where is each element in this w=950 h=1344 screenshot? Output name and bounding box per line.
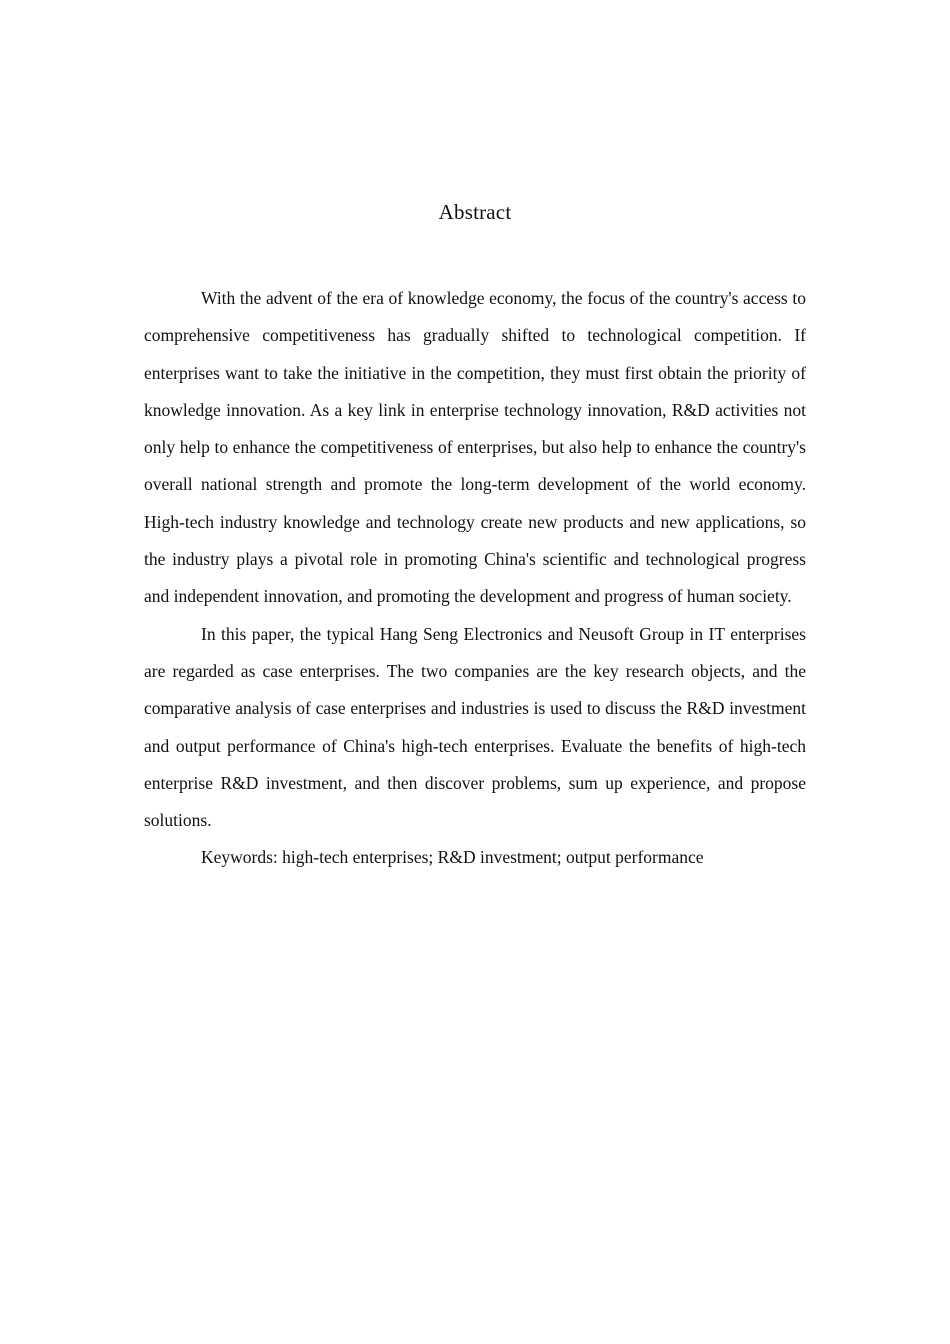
keywords-line: Keywords: high-tech enterprises; R&D investment; output performance bbox=[201, 847, 704, 868]
abstract-title: Abstract bbox=[438, 200, 512, 224]
abstract-paragraph-1: With the advent of the era of knowledge economy, the focus of the country's access to comprehensive competitiveness has gradually shifted to technological competition. If enterprises want to take the initiative in the competition, they must first obtain the priority of knowledge innovation. As a key link in enterprise technology innovation, R&D activities not only help to enhance the competitiveness of enterprises, but also help to enhance the country's overall national strength and promote the long-term development of the world economy. High-tech industry knowledge and technology create new products and new applications, so the industry plays a pivotal role in promoting China's scientific and technological progress and independent innovation, and promoting the development and progress of human society. bbox=[144, 288, 806, 607]
abstract-body bbox=[144, 280, 806, 877]
abstract-paragraph-2: In this paper, the typical Hang Seng Electronics and Neusoft Group in IT enterprises are regarded as case enterprises. The two companies are the key research objects, and the comparative analysis of case enterprises and industries is used to discuss the R&D investment and output performance of China's high-tech enterprises. Evaluate the benefits of high-tech enterprise R&D investment, and then discover problems, sum up experience, and propose solutions. bbox=[144, 623, 806, 831]
